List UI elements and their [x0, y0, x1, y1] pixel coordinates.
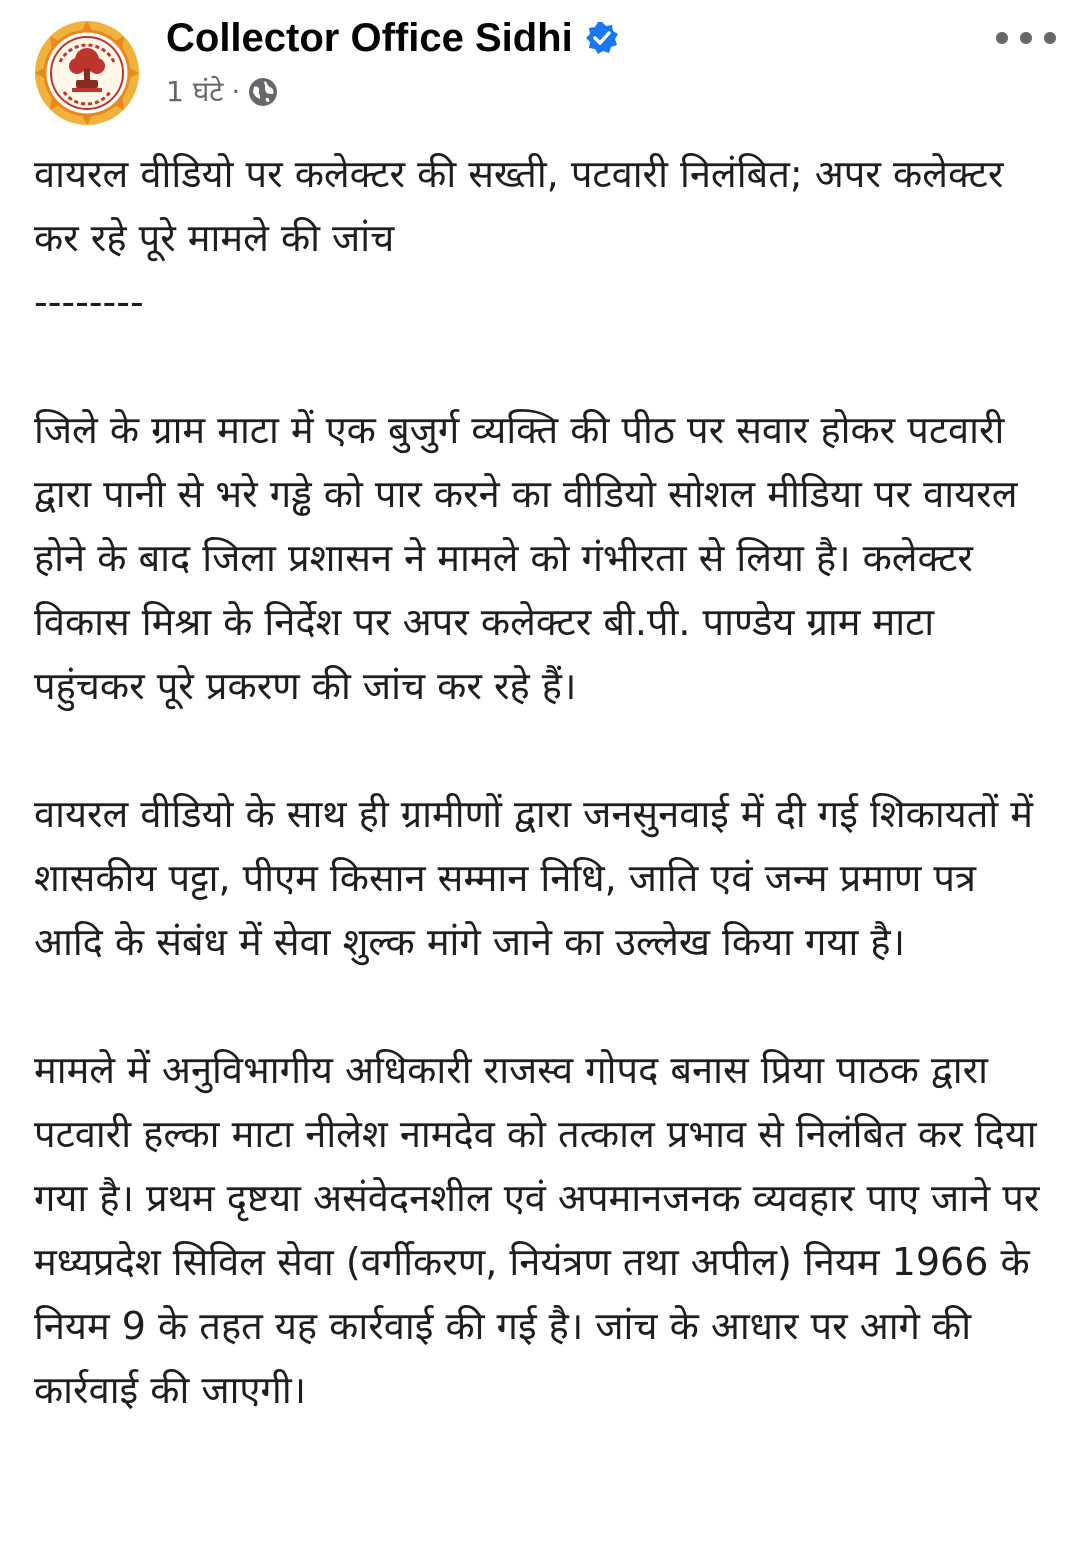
more-options-icon: [996, 32, 1008, 44]
more-options-icon-dot: [1044, 32, 1056, 44]
post-time[interactable]: 1 घंटे: [166, 75, 224, 108]
paragraph-gap: [34, 718, 1054, 782]
post-paragraph: वायरल वीडियो के साथ ही ग्रामीणों द्वारा जनसुनवाई में दी गई शिकायतों में शासकीय पट्टा, पीएम किसान सम्मान निधि, जाति एवं जन्म प्रमाण पत्र आदि के संबंध में सेवा शुल्क मांगे जाने का उल्लेख किया गया है।: [34, 792, 1046, 964]
page-name[interactable]: [166, 12, 619, 64]
page-name-text[interactable]: Collector Office Sidhi: [166, 16, 573, 60]
post-paragraph: मामले में अनुविभागीय अधिकारी राजस्व गोपद बनास प्रिया पाठक द्वारा पटवारी हल्का माटा नीलेश नामदेव को तत्काल प्रभाव से निलंबित कर दिया गया है। प्रथम दृष्टया असंवेदनशील एवं अपमानजनक व्यवहार पाए जाने पर मध्यप्रदेश सिविल सेवा (वर्गीकरण, नियंत्रण तथा अपील) नियम 1966 के नियम 9 के तहत यह कार्रवाई की गई है। जांच के आधार पर आगे की कार्रवाई की जाएगी।: [34, 1048, 1052, 1412]
meta-separator: ·: [231, 75, 241, 108]
post-paragraph: जिले के ग्राम माटा में एक बुजुर्ग व्यक्ति की पीठ पर सवार होकर पटवारी द्वारा पानी से भरे गड्ढे को पार करने का वीडियो सोशल मीडिया पर वायरल होने के बाद जिला प्रशासन ने मामले को गंभीरता से लिया है। कलेक्टर विकास मिश्रा के निर्देश पर अपर कलेक्टर बी.पी. पाण्डेय ग्राम माटा पहुंचकर पूरे प्रकरण की जांच कर रहे हैं।: [34, 408, 1030, 708]
paragraph-gap: [34, 974, 1054, 1038]
post-meta: [166, 72, 278, 112]
globe-icon[interactable]: [248, 77, 278, 107]
post-divider: --------: [34, 280, 144, 324]
more-options-button[interactable]: [996, 22, 1056, 54]
paragraph-gap: [34, 334, 1054, 398]
verified-badge-icon: [585, 21, 619, 55]
more-options-icon-dot: [1020, 32, 1032, 44]
mp-government-seal-icon: [30, 20, 144, 126]
post-header: [0, 0, 1076, 130]
profile-avatar[interactable]: [30, 20, 144, 126]
post-text: [34, 142, 1054, 1422]
post-headline: वायरल वीडियो पर कलेक्टर की सख्ती, पटवारी निलंबित; अपर कलेक्टर कर रहे पूरे मामले की जांच: [34, 152, 1016, 260]
